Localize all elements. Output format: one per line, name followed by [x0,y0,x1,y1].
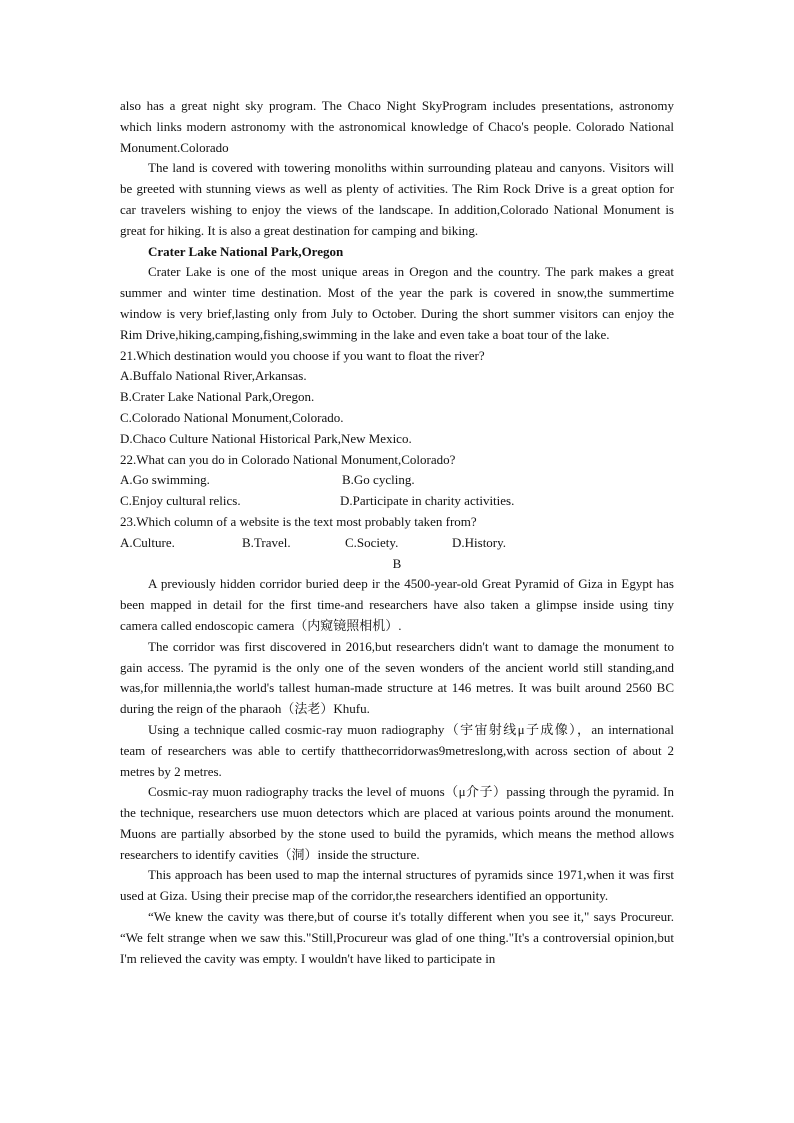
question-23-option-c: C.Society. [345,534,399,550]
question-23-option-b: B.Travel. [242,534,291,550]
question-22-option-b: B.Go cycling. [342,472,415,488]
question-21-option-d: D.Chaco Culture National Historical Park,New Mexico. [120,430,412,446]
question-21-stem: 21.Which destination would you choose if you want to float the river? [120,347,485,363]
crater-lake-heading: Crater Lake National Park,Oregon [148,243,344,259]
question-23-option-a: A.Culture. [120,534,175,550]
question-21-option-a: A.Buffalo National River,Arkansas. [120,368,307,384]
question-22-options-row-2 [120,491,674,512]
passage-b-paragraph-1: A previously hidden corridor buried deep ir the 4500-year-old Great Pyramid of Giza in Egypt has been mapped in detail for the first time-and researchers have also taken a glimpse inside using tiny camera called endoscopic camera（内窥镜照相机）. [120,576,674,633]
question-21-option-b: B.Crater Lake National Park,Oregon. [120,389,315,405]
passage-b-paragraph-5: This approach has been used to map the internal structures of pyramids since 1971,when it was first used at Giza. Using their precise map of the corridor,the researchers identified an opportunity. [120,867,674,904]
question-23-option-d: D.History. [452,534,507,550]
passage-b-paragraph-6: “We knew the cavity was there,but of course it's totally different when you see it," says Procureur. “We felt strange when we saw this."Still,Procureur was glad of one thing."It's a controversial opinion,but I'm relieved the cavity was empty. I wouldn't have liked to participate in [120,909,674,966]
crater-lake-paragraph: Crater Lake is one of the most unique areas in Oregon and the country. The park makes a great summer and winter time destination. Most of the year the park is covered in snow,the summertime window is very brief,lasting only from July to October. During the short summer visitors can enjoy the Rim Drive,hiking,camping,fishing,swimming in the lake and even take a boat tour of the lake. [120,264,674,342]
question-22 [120,450,674,512]
passage-b-paragraph-4: Cosmic-ray muon radiography tracks the level of muons（μ介子）passing through the pyramid. In the technique, researchers use muon detectors which are placed at various points around the monument. Muons are partially absorbed by the stone used to build the pyramids, which means the method allows researchers to identify cavities（洞）inside the structure. [120,784,674,862]
passage-b-paragraph-3: Using a technique called cosmic-ray muon radiography（宇宙射线μ子成像），an international team of researchers was able to certify thatthecorridorwas9metreslong,with across section of about 2 metres by 2 metres. [120,721,674,779]
text-column [120,96,674,969]
question-21-option-c: C.Colorado National Monument,Colorado. [120,409,344,425]
question-23-options-row [120,533,674,554]
chaco-paragraph-end: also has a great night sky program. The Chaco Night SkyProgram includes presentations, astronomy which links modern astronomy with the astronomical knowledge of Chaco's people. Colorado National Monument.Colorado [120,98,674,155]
question-22-stem: 22.What can you do in Colorado National Monument,Colorado? [120,451,456,467]
question-23-stem: 23.Which column of a website is the text most probably taken from? [120,513,477,529]
passage-b-paragraph-2: The corridor was first discovered in 2016,but researchers didn't want to damage the monument to gain access. The pyramid is the only one of the seven wonders of the ancient world still standing,and was,for millennia,the world's tallest human-made structure at 146 metres. It was built around 2560 BC during the reign of the pharaoh（法老）Khufu. [120,638,674,717]
question-22-option-a: A.Go swimming. [120,472,210,488]
colorado-paragraph: The land is covered with towering monoliths within surrounding plateau and canyons. Visitors will be greeted with stunning views as well as plenty of activities. The Rim Rock Drive is a great option for car travelers wishing to enjoy the views of the landscape. In addition,Colorado National Monument is great for hiking. It is also a great destination for camping and biking. [120,160,674,238]
passage-b-label: B [392,555,402,571]
question-22-option-d: D.Participate in charity activities. [340,493,515,509]
question-23 [120,512,674,554]
question-22-option-c: C.Enjoy cultural relics. [120,493,241,509]
question-21 [120,346,674,450]
question-22-options-row-1 [120,470,674,491]
